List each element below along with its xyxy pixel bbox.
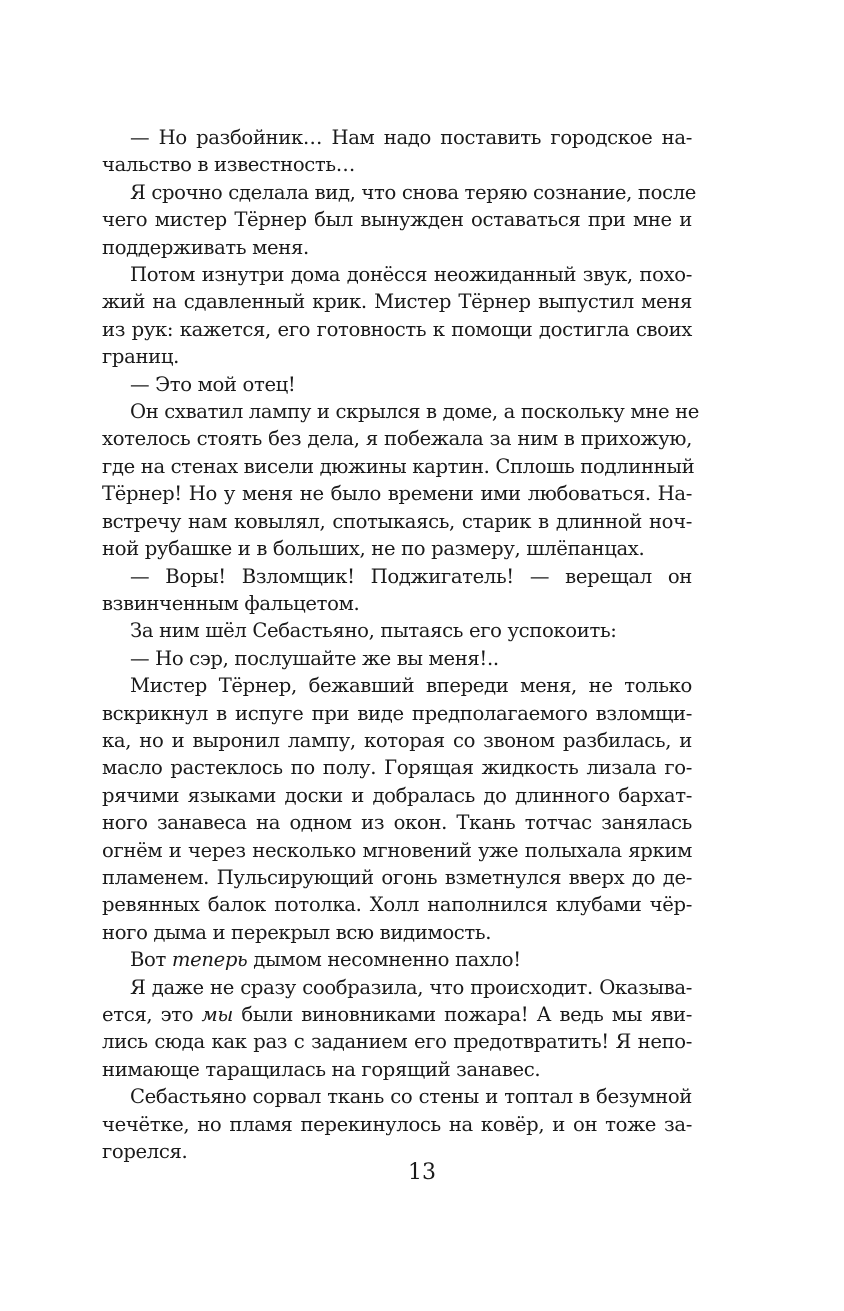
text-lines-b — [102, 1028, 692, 1165]
emphasis-teper: теперь — [171, 948, 248, 972]
text-line-emphasis-2: ется, это мы были виновниками пожара! А ведь мы яви- — [102, 1003, 692, 1026]
emphasis-my: мы — [201, 1003, 234, 1026]
text-line: горелся. — [102, 1140, 188, 1164]
text-line: — Но сэр, послушайте же вы меня!.. — [130, 646, 499, 670]
text-line: чего мистер Тёрнер был вынужден оставаться при мне и — [102, 208, 692, 232]
text-line: — Воры! Взломщик! Поджигатель! — верещал он — [130, 564, 692, 588]
text-line: — Это мой отец! — [130, 372, 296, 396]
text-line: Я даже не сразу сообразила, что происходит. Оказыва- — [130, 975, 692, 999]
text-line: Потом изнутри дома донёсся неожиданный звук, похо- — [130, 263, 692, 287]
text-line: Он схватил лампу и скрылся в доме, а поскольку мне не — [130, 400, 700, 424]
text-line: чальство в известность… — [102, 153, 355, 177]
text-line: ной рубашке и в больших, не по размеру, шлёпанцах. — [102, 537, 645, 561]
page-number: 13 — [408, 1160, 436, 1185]
text-line: Себастьяно сорвал ткань со стены и топтал в безумной — [130, 1085, 692, 1109]
text-line: Я срочно сделала вид, что снова теряю сознание, после — [130, 180, 697, 204]
text-line: рячими языками доски и добралась до длинного бархат- — [102, 783, 692, 807]
text-line: из рук: кажется, его готовность к помощи достигла своих — [102, 317, 692, 341]
text-line: ного дыма и перекрыл всю видимость. — [102, 920, 492, 944]
text-line: Мистер Тёрнер, бежавший впереди меня, не только — [130, 674, 692, 698]
text-line: взвинченным фальцетом. — [102, 591, 360, 615]
text-line: За ним шёл Себастьяно, пытаясь его успокоить: — [130, 619, 617, 643]
text-line: — Но разбойник… Нам надо поставить городское на- — [130, 126, 692, 149]
text-line: ного занавеса на одном из окон. Ткань тотчас занялась — [102, 811, 692, 835]
text-line: нимающе таращилась на горящий занавес. — [102, 1057, 541, 1081]
text-line: хотелось стоять без дела, я побежала за ним в прихожую, — [102, 427, 692, 451]
text-line: пламенем. Пульсирующий огонь взметнулся вверх до де- — [102, 865, 692, 889]
text-line: Тёрнер! Но у меня не было времени ими любоваться. На- — [102, 482, 692, 506]
text-line: встречу нам ковылял, спотыкаясь, старик в длинной ноч- — [102, 509, 692, 533]
body-text — [102, 124, 700, 1165]
text-line: чечётке, но пламя перекинулось на ковёр, и он тоже за- — [102, 1112, 692, 1136]
text-line: ревянных балок потолка. Холл наполнился клубами чёр- — [102, 893, 692, 917]
text-line: ка, но и выронил лампу, которая со звоном разбилась, и — [102, 728, 692, 752]
text-line: поддерживать меня. — [102, 235, 309, 259]
text-line: огнём и через несколько мгновений уже полыхала ярким — [102, 838, 692, 862]
text-line: вскрикнул в испуге при виде предполагаемого взломщи- — [102, 701, 692, 725]
text-line: границ. — [102, 345, 179, 369]
text-line: лись сюда как раз с заданием его предотвратить! Я непо- — [102, 1030, 692, 1054]
text-line-emphasis-1: Вот теперь дымом несомненно пахло! — [130, 948, 521, 972]
text-line: масло растеклось по полу. Горящая жидкость лизала го- — [102, 756, 692, 780]
text-line: где на стенах висели дюжины картин. Сплошь подлинный — [102, 454, 695, 478]
text-line: жий на сдавленный крик. Мистер Тёрнер выпустил меня — [102, 290, 692, 314]
text-lines-a — [102, 124, 700, 946]
